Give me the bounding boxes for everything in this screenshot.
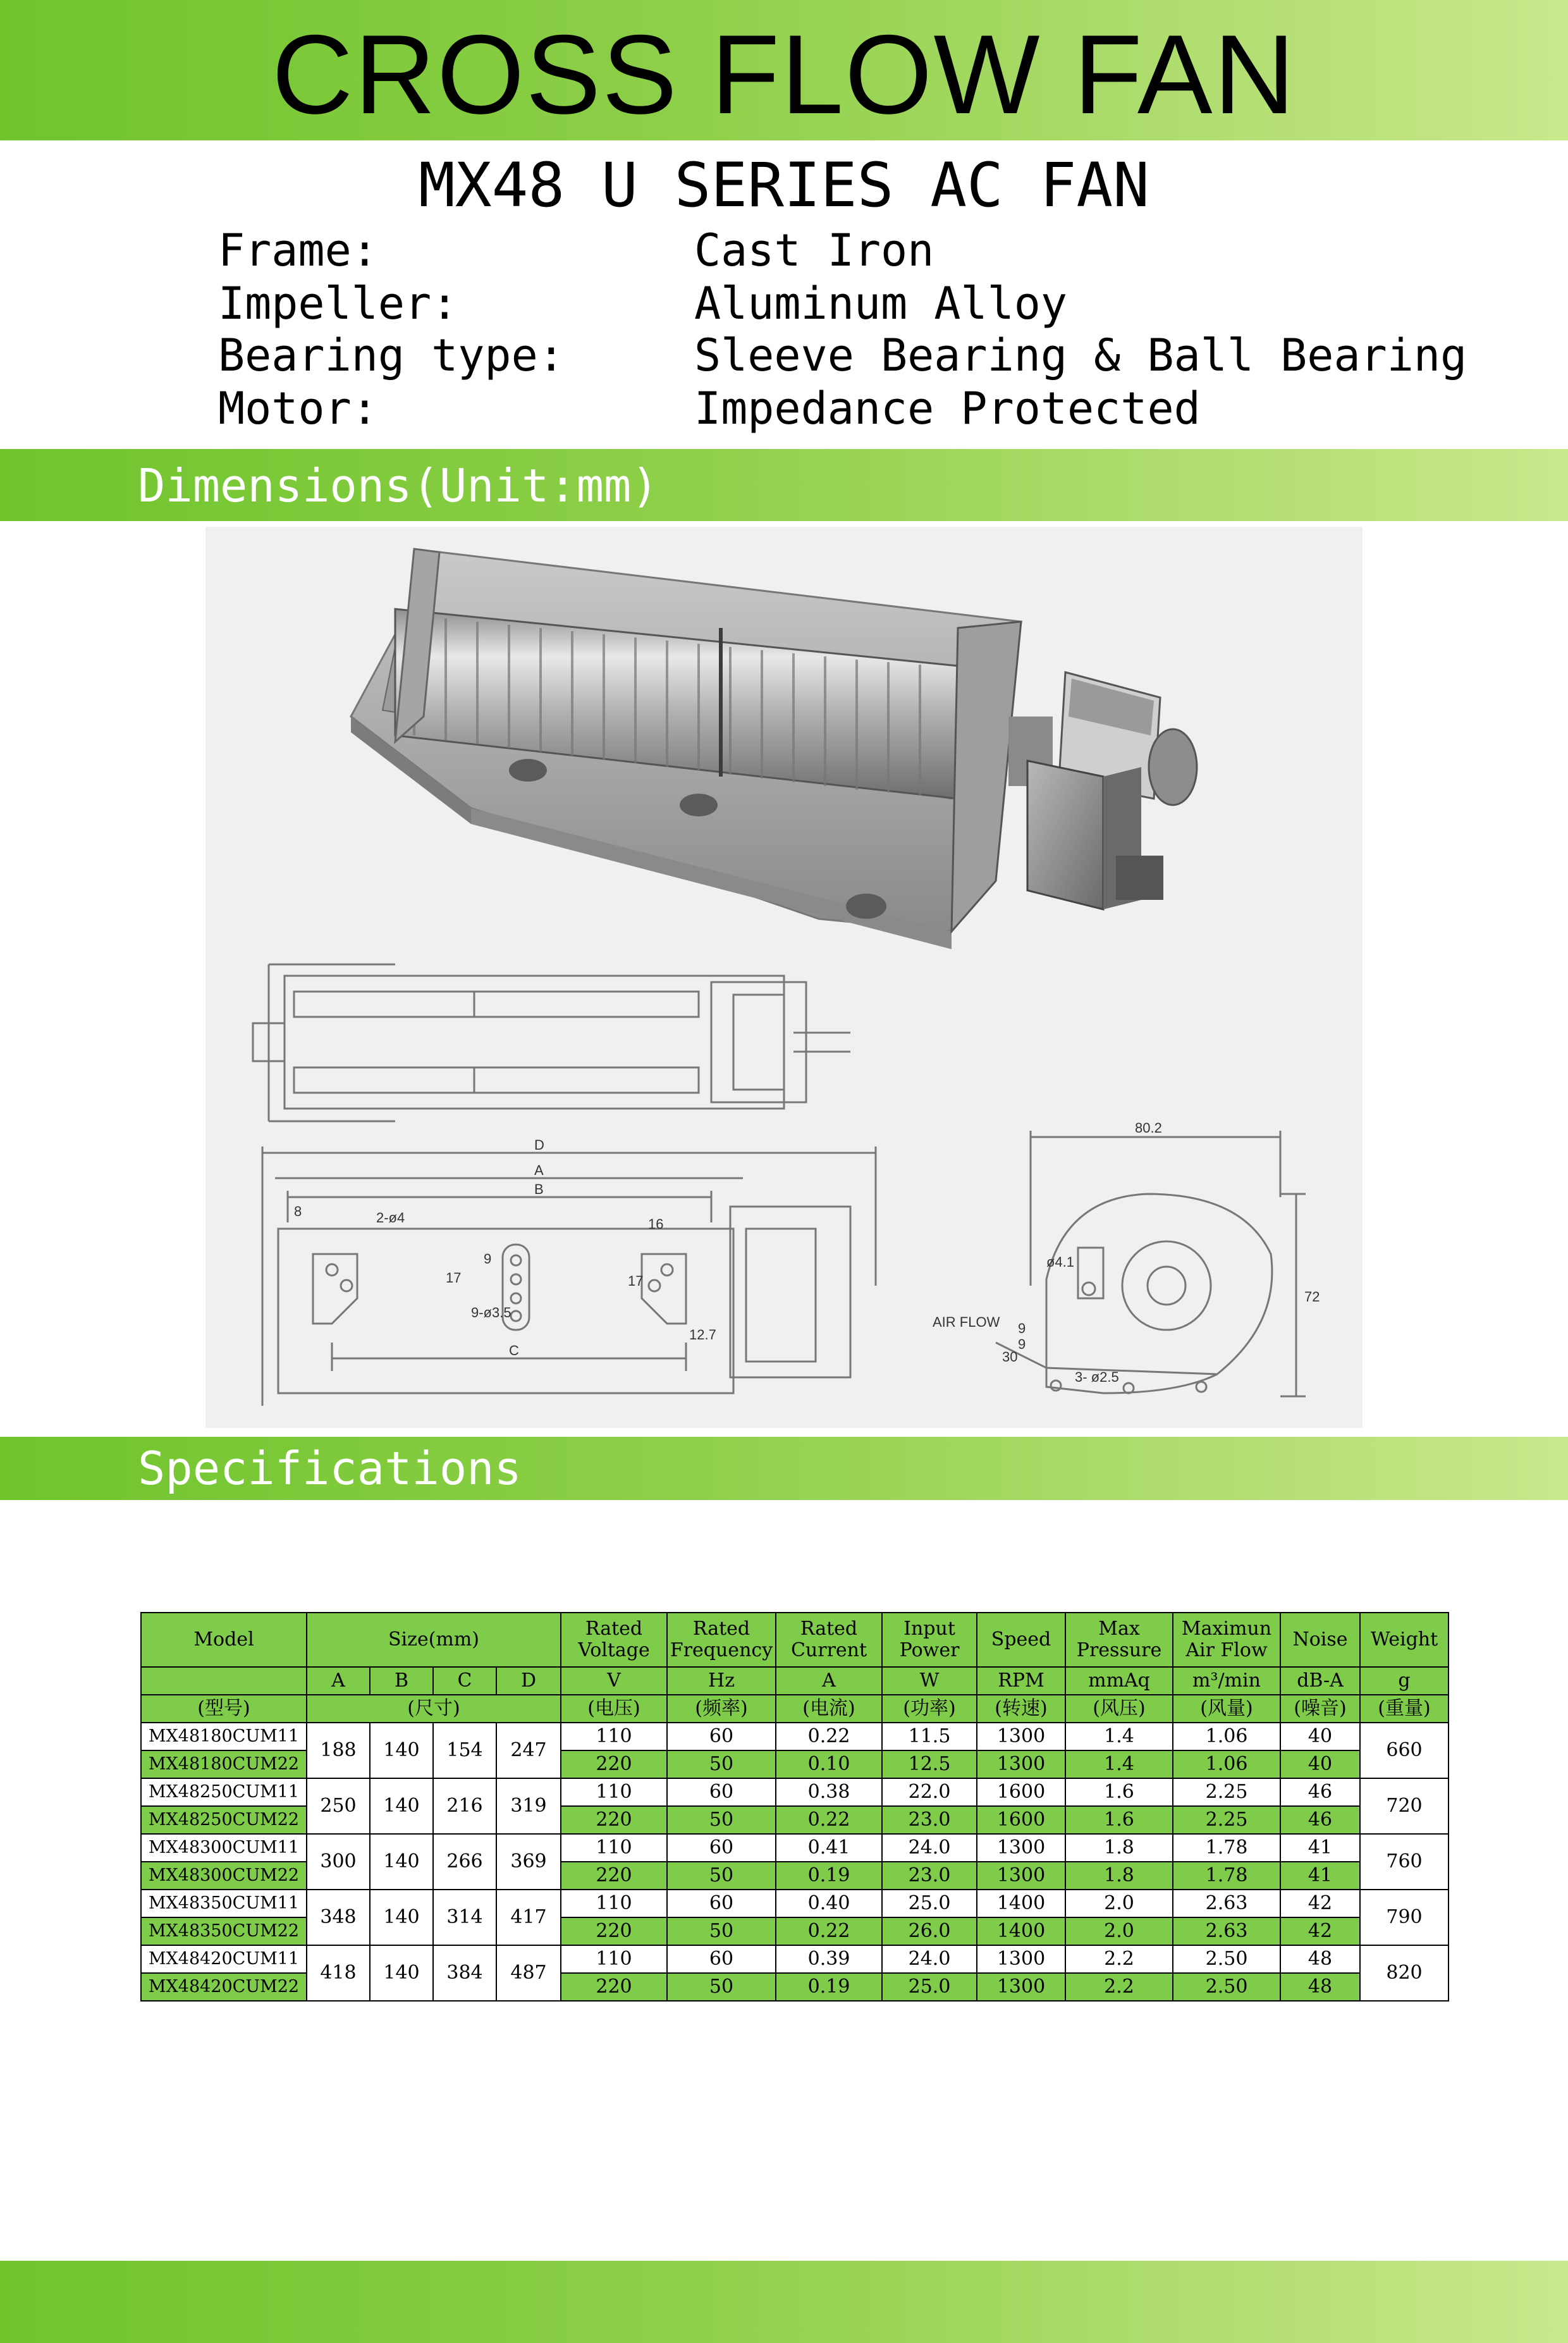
specifications-table	[140, 1612, 1449, 2002]
unit-model-empty	[141, 1667, 307, 1695]
cell-power: 24.0	[882, 1945, 977, 1973]
cell-speed: 1400	[977, 1917, 1065, 1945]
dimension-drawing-panel	[205, 527, 1363, 1428]
table-chinese-row	[141, 1695, 1449, 1723]
dim-label-b: B	[534, 1181, 544, 1197]
header-pressure: Max Pressure	[1065, 1613, 1173, 1667]
cell-power: 26.0	[882, 1917, 977, 1945]
specifications-section-band	[0, 1437, 1568, 1500]
cell-weight: 720	[1360, 1778, 1449, 1834]
cell-speed: 1300	[977, 1750, 1065, 1778]
property-label-impeller: Impeller:	[218, 278, 458, 329]
cn-weight: (重量)	[1360, 1695, 1449, 1723]
dim-label-30: 30	[1002, 1349, 1018, 1365]
cn-frequency: (频率)	[667, 1695, 776, 1723]
cell-model: MX48250CUM11	[141, 1778, 307, 1806]
cell-voltage: 110	[561, 1778, 667, 1806]
cell-power: 11.5	[882, 1723, 977, 1750]
cell-model: MX48180CUM11	[141, 1723, 307, 1750]
cell-model: MX48350CUM22	[141, 1917, 307, 1945]
cn-power: (功率)	[882, 1695, 977, 1723]
cell-weight: 660	[1360, 1723, 1449, 1778]
dim-label-16: 16	[648, 1216, 664, 1232]
dim-label-12-7: 12.7	[689, 1327, 716, 1343]
cell-pressure: 1.6	[1065, 1806, 1173, 1834]
cell-voltage: 110	[561, 1945, 667, 1973]
cell-noise: 40	[1280, 1723, 1360, 1750]
product-subtitle: MX48 U SERIES AC FAN	[419, 150, 1149, 221]
cell-speed: 1600	[977, 1778, 1065, 1806]
cell-size-b: 140	[370, 1945, 433, 2001]
property-value-bearing: Sleeve Bearing & Ball Bearing	[694, 329, 1467, 381]
dim-label-17a: 17	[446, 1270, 462, 1286]
cell-frequency: 60	[667, 1834, 776, 1862]
dim-label-hole: 2-ø4	[376, 1210, 405, 1226]
cn-pressure: (风压)	[1065, 1695, 1173, 1723]
cell-airflow: 1.78	[1173, 1862, 1280, 1890]
property-label-frame: Frame:	[218, 224, 378, 276]
cell-frequency: 50	[667, 1973, 776, 2001]
property-label-bearing: Bearing type:	[218, 329, 565, 381]
cell-current: 0.41	[776, 1834, 882, 1862]
cell-speed: 1300	[977, 1945, 1065, 1973]
top-view-drawing	[253, 964, 850, 1121]
cell-airflow: 2.25	[1173, 1778, 1280, 1806]
cell-weight: 760	[1360, 1834, 1449, 1890]
cn-current: (电流)	[776, 1695, 882, 1723]
fan-photo	[351, 549, 1197, 949]
table-unit-row	[141, 1667, 1449, 1695]
cell-power: 25.0	[882, 1890, 977, 1917]
cell-current: 0.10	[776, 1750, 882, 1778]
cell-noise: 46	[1280, 1778, 1360, 1806]
cell-voltage: 220	[561, 1750, 667, 1778]
cn-noise: (噪音)	[1280, 1695, 1360, 1723]
unit-c: C	[433, 1667, 496, 1695]
cell-current: 0.22	[776, 1806, 882, 1834]
cell-noise: 48	[1280, 1945, 1360, 1973]
cell-power: 23.0	[882, 1806, 977, 1834]
side-view-drawing	[996, 1131, 1306, 1396]
dim-label-72: 72	[1304, 1289, 1320, 1305]
unit-flow: m³/min	[1173, 1667, 1280, 1695]
unit-g: g	[1360, 1667, 1449, 1695]
dim-label-d: D	[534, 1137, 544, 1153]
cell-size-c: 216	[433, 1778, 496, 1834]
cell-model: MX48300CUM11	[141, 1834, 307, 1862]
cell-voltage: 110	[561, 1890, 667, 1917]
unit-w: W	[882, 1667, 977, 1695]
cell-size-b: 140	[370, 1778, 433, 1834]
header-current: Rated Current	[776, 1613, 882, 1667]
cell-model: MX48250CUM22	[141, 1806, 307, 1834]
cell-size-d: 369	[496, 1834, 561, 1890]
cell-size-c: 154	[433, 1723, 496, 1778]
dim-label-a: A	[534, 1162, 544, 1178]
cell-airflow: 1.06	[1173, 1750, 1280, 1778]
cell-size-d: 417	[496, 1890, 561, 1945]
footer-band	[0, 2261, 1568, 2343]
table-row	[141, 1945, 1449, 1973]
unit-a: A	[307, 1667, 370, 1695]
front-view-drawing	[262, 1147, 876, 1406]
page-title: CROSS FLOW FAN	[271, 11, 1297, 137]
cell-pressure: 2.0	[1065, 1917, 1173, 1945]
dim-label-9c: 9	[1018, 1320, 1026, 1336]
header-weight: Weight	[1360, 1613, 1449, 1667]
header-frequency: Rated Frequency	[667, 1613, 776, 1667]
cell-voltage: 220	[561, 1973, 667, 2001]
cell-voltage: 110	[561, 1834, 667, 1862]
dim-label-4-1: ø4.1	[1046, 1254, 1075, 1270]
cell-noise: 42	[1280, 1890, 1360, 1917]
cell-pressure: 1.6	[1065, 1778, 1173, 1806]
cell-size-a: 250	[307, 1778, 370, 1834]
unit-mmaq: mmAq	[1065, 1667, 1173, 1695]
cell-pressure: 1.4	[1065, 1750, 1173, 1778]
cell-frequency: 60	[667, 1945, 776, 1973]
cell-noise: 40	[1280, 1750, 1360, 1778]
cell-current: 0.22	[776, 1723, 882, 1750]
unit-amp: A	[776, 1667, 882, 1695]
cell-pressure: 1.8	[1065, 1862, 1173, 1890]
dim-label-holes: 3- ø2.5	[1075, 1369, 1119, 1385]
cell-model: MX48350CUM11	[141, 1890, 307, 1917]
cell-size-b: 140	[370, 1834, 433, 1890]
cell-frequency: 50	[667, 1750, 776, 1778]
dim-label-slots: 9-ø3.5	[471, 1305, 511, 1320]
cell-frequency: 50	[667, 1862, 776, 1890]
cell-size-d: 319	[496, 1778, 561, 1834]
cell-speed: 1300	[977, 1973, 1065, 2001]
cell-speed: 1300	[977, 1862, 1065, 1890]
cell-weight: 790	[1360, 1890, 1449, 1945]
cell-model: MX48300CUM22	[141, 1862, 307, 1890]
cell-size-a: 188	[307, 1723, 370, 1778]
cell-airflow: 2.25	[1173, 1806, 1280, 1834]
cell-power: 22.0	[882, 1778, 977, 1806]
cell-voltage: 220	[561, 1806, 667, 1834]
dim-label-17b: 17	[628, 1273, 644, 1289]
cell-current: 0.22	[776, 1917, 882, 1945]
cell-weight: 820	[1360, 1945, 1449, 2001]
cell-noise: 41	[1280, 1862, 1360, 1890]
cell-size-a: 348	[307, 1890, 370, 1945]
cell-airflow: 2.63	[1173, 1917, 1280, 1945]
dim-label-9: 9	[484, 1251, 492, 1267]
cell-pressure: 2.2	[1065, 1945, 1173, 1973]
dim-label-9b: 9	[1018, 1336, 1026, 1352]
cell-size-b: 140	[370, 1890, 433, 1945]
cell-frequency: 50	[667, 1806, 776, 1834]
cell-voltage: 220	[561, 1862, 667, 1890]
header-speed: Speed	[977, 1613, 1065, 1667]
cell-current: 0.40	[776, 1890, 882, 1917]
cell-size-b: 140	[370, 1723, 433, 1778]
cell-airflow: 1.78	[1173, 1834, 1280, 1862]
cell-size-a: 418	[307, 1945, 370, 2001]
cell-voltage: 110	[561, 1723, 667, 1750]
dim-label-airflow: AIR FLOW	[933, 1314, 1000, 1330]
cell-size-c: 266	[433, 1834, 496, 1890]
cell-size-a: 300	[307, 1834, 370, 1890]
dimensions-section-band	[0, 449, 1568, 521]
table-row	[141, 1834, 1449, 1862]
header-model: Model	[141, 1613, 307, 1667]
cell-size-c: 384	[433, 1945, 496, 2001]
cell-model: MX48180CUM22	[141, 1750, 307, 1778]
property-value-frame: Cast Iron	[694, 224, 934, 276]
cell-size-d: 487	[496, 1945, 561, 2001]
cell-noise: 46	[1280, 1806, 1360, 1834]
cell-speed: 1400	[977, 1890, 1065, 1917]
cell-frequency: 50	[667, 1917, 776, 1945]
cell-airflow: 1.06	[1173, 1723, 1280, 1750]
cell-airflow: 2.63	[1173, 1890, 1280, 1917]
unit-b: B	[370, 1667, 433, 1695]
cell-pressure: 2.2	[1065, 1973, 1173, 2001]
property-value-impeller: Aluminum Alloy	[694, 278, 1068, 329]
cell-voltage: 220	[561, 1917, 667, 1945]
cell-noise: 41	[1280, 1834, 1360, 1862]
cn-size: (尺寸)	[307, 1695, 561, 1723]
cell-frequency: 60	[667, 1723, 776, 1750]
cell-current: 0.39	[776, 1945, 882, 1973]
table-header-row	[141, 1613, 1449, 1667]
table-row	[141, 1890, 1449, 1917]
cell-frequency: 60	[667, 1778, 776, 1806]
cell-current: 0.19	[776, 1862, 882, 1890]
cell-pressure: 2.0	[1065, 1890, 1173, 1917]
header-voltage: Rated Voltage	[561, 1613, 667, 1667]
cell-size-c: 314	[433, 1890, 496, 1945]
title-band	[0, 0, 1568, 140]
dim-label-c: C	[509, 1343, 519, 1358]
unit-hz: Hz	[667, 1667, 776, 1695]
cn-voltage: (电压)	[561, 1695, 667, 1723]
technical-drawing	[205, 527, 1363, 1428]
cell-size-d: 247	[496, 1723, 561, 1778]
cn-speed: (转速)	[977, 1695, 1065, 1723]
header-noise: Noise	[1280, 1613, 1360, 1667]
table-body	[141, 1723, 1449, 2001]
property-label-motor: Motor:	[218, 383, 378, 434]
unit-dba: dB-A	[1280, 1667, 1360, 1695]
unit-d: D	[496, 1667, 561, 1695]
unit-v: V	[561, 1667, 667, 1695]
dim-label-80-2: 80.2	[1135, 1120, 1162, 1136]
table-row	[141, 1778, 1449, 1806]
cell-model: MX48420CUM11	[141, 1945, 307, 1973]
header-size: Size(mm)	[307, 1613, 561, 1667]
cell-frequency: 60	[667, 1890, 776, 1917]
cn-airflow: (风量)	[1173, 1695, 1280, 1723]
dimensions-heading: Dimensions(Unit:mm)	[138, 459, 659, 512]
unit-rpm: RPM	[977, 1667, 1065, 1695]
cell-noise: 42	[1280, 1917, 1360, 1945]
table-row	[141, 1723, 1449, 1750]
cell-pressure: 1.8	[1065, 1834, 1173, 1862]
cell-power: 23.0	[882, 1862, 977, 1890]
header-airflow: Maximun Air Flow	[1173, 1613, 1280, 1667]
cell-power: 24.0	[882, 1834, 977, 1862]
cell-current: 0.38	[776, 1778, 882, 1806]
property-value-motor: Impedance Protected	[694, 383, 1201, 434]
cell-airflow: 2.50	[1173, 1945, 1280, 1973]
cell-speed: 1300	[977, 1834, 1065, 1862]
cell-speed: 1300	[977, 1723, 1065, 1750]
cell-speed: 1600	[977, 1806, 1065, 1834]
dim-label-8: 8	[294, 1203, 302, 1219]
cell-noise: 48	[1280, 1973, 1360, 2001]
cn-model: (型号)	[141, 1695, 307, 1723]
cell-pressure: 1.4	[1065, 1723, 1173, 1750]
cell-power: 12.5	[882, 1750, 977, 1778]
cell-airflow: 2.50	[1173, 1973, 1280, 2001]
header-power: Input Power	[882, 1613, 977, 1667]
cell-current: 0.19	[776, 1973, 882, 2001]
specifications-heading: Specifications	[138, 1442, 522, 1495]
cell-model: MX48420CUM22	[141, 1973, 307, 2001]
cell-power: 25.0	[882, 1973, 977, 2001]
